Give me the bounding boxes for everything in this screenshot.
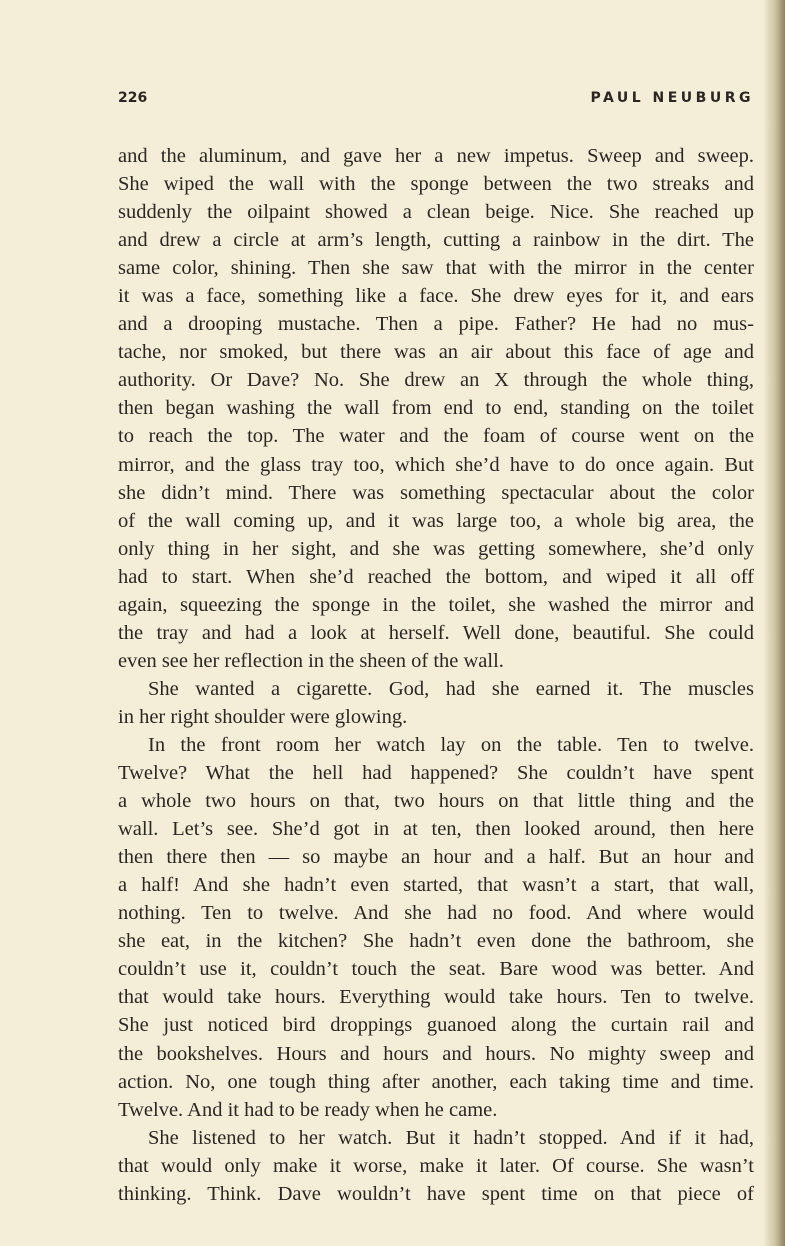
text-line: the bookshelves. Hours and hours and hours. No mighty sweep and <box>118 1042 754 1065</box>
text-line: and the aluminum, and gave her a new impetus. Sweep and sweep. <box>118 145 754 167</box>
text-line: she eat, in the kitchen? She hadn’t even done the bathroom, she <box>118 930 754 953</box>
text-line: suddenly the oilpaint showed a clean beige. Nice. She reached up <box>118 201 754 224</box>
text-line: authority. Or Dave? No. She drew an X through the whole thing, <box>118 369 754 392</box>
text-line: mirror, and the glass tray too, which she’d have to do once again. But <box>118 453 754 476</box>
text-line: even see her reflection in the sheen of the wall. <box>118 649 504 672</box>
page-number: 226 <box>118 90 148 106</box>
text-line: Twelve. And it had to be ready when he came. <box>118 1098 498 1121</box>
text-line: a whole two hours on that, two hours on that little thing and the <box>118 790 754 813</box>
text-line: She wanted a cigarette. God, had she earned it. The muscles <box>148 677 754 700</box>
text-line: same color, shining. Then she saw that with the mirror in the center <box>118 257 754 280</box>
text-line: had to start. When she’d reached the bottom, and wiped it all off <box>118 565 754 588</box>
text-line: wall. Let’s see. She’d got in at ten, then looked around, then here <box>118 818 754 841</box>
running-head: PAUL NEUBURG <box>590 90 754 106</box>
text-line: then began washing the wall from end to end, standing on the toilet <box>118 397 754 420</box>
text-line: couldn’t use it, couldn’t touch the seat. Bare wood was better. And <box>118 958 754 981</box>
text-line: and drew a circle at arm’s length, cutting a rainbow in the dirt. The <box>118 229 754 252</box>
text-line: of the wall coming up, and it was large too, a whole big area, the <box>118 509 754 532</box>
text-line: She just noticed bird droppings guanoed along the curtain rail and <box>118 1014 754 1037</box>
text-line: then there then — so maybe an hour and a half. But an hour and <box>118 846 754 869</box>
text-line: She listened to her watch. But it hadn’t stopped. And if it had, <box>148 1126 754 1149</box>
page-header <box>118 90 754 114</box>
page-body-text <box>118 142 754 1208</box>
text-line: action. No, one tough thing after another, each taking time and time. <box>118 1070 754 1093</box>
text-line: it was a face, something like a face. She drew eyes for it, and ears <box>118 285 754 308</box>
text-line: in her right shoulder were glowing. <box>118 705 408 728</box>
text-line: thinking. Think. Dave wouldn’t have spent time on that piece of <box>118 1182 754 1205</box>
text-line: In the front room her watch lay on the table. Ten to twelve. <box>148 733 754 756</box>
text-line: nothing. Ten to twelve. And she had no food. And where would <box>118 902 754 925</box>
text-line: again, squeezing the sponge in the toilet, she washed the mirror and <box>118 593 754 616</box>
page-edge-shadow <box>763 0 785 1246</box>
text-line: and a drooping mustache. Then a pipe. Father? He had no mus- <box>118 313 754 336</box>
text-line: she didn’t mind. There was something spectacular about the color <box>118 481 754 504</box>
text-line: tache, nor smoked, but there was an air about this face of age and <box>118 341 754 364</box>
text-line: that would only make it worse, make it later. Of course. She wasn’t <box>118 1154 754 1177</box>
text-line: the tray and had a look at herself. Well done, beautiful. She could <box>118 621 754 644</box>
text-line: She wiped the wall with the sponge between the two streaks and <box>118 173 754 196</box>
text-line: to reach the top. The water and the foam of course went on the <box>118 425 754 448</box>
text-line: that would take hours. Everything would take hours. Ten to twelve. <box>118 986 754 1009</box>
text-line: Twelve? What the hell had happened? She couldn’t have spent <box>118 762 754 785</box>
text-line: a half! And she hadn’t even started, that wasn’t a start, that wall, <box>118 874 754 897</box>
text-line: only thing in her sight, and she was getting somewhere, she’d only <box>118 537 754 560</box>
